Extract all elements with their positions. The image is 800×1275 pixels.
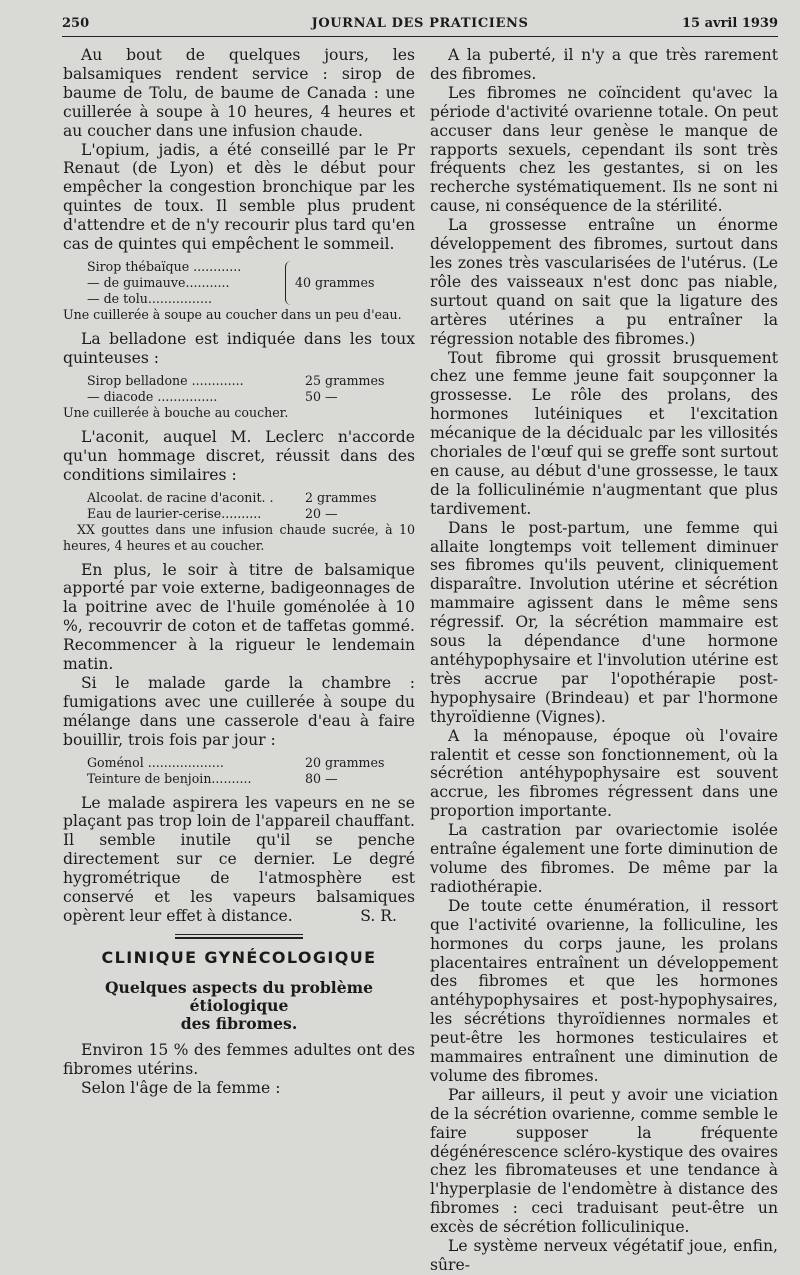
paragraph: Les fibromes ne coïncident qu'avec la période d'activité ovarienne totale. On peut accuser dans leur genèse le manque de rapports sexuels, cependant ils sont très fréquents chez les gestantes, si on les recherche systématiquement. Ils ne sont ni cause, ni conséquence de la stérilité. [430, 83, 778, 216]
prescription-aconit [63, 490, 415, 554]
paragraph: Selon l'âge de la femme : [81, 1079, 281, 1098]
formula-quantity: 40 grammes [295, 274, 375, 290]
section-separator [175, 934, 303, 939]
paragraph: La grossesse entraîne un énorme développement des fibromes, surtout dans les zones très vascularisées de l'utérus. (Le rôle des vaisseaux n'est donc pas niable, surtout quand on sait que la ligature des artères utérines a pu entraîner la régression notable des fibromes.) [430, 216, 778, 348]
formula-row: Sirop thébaïque ............ [87, 258, 242, 274]
paragraph: Par ailleurs, il peut y avoir une viciation de la sécrétion ovarienne, comme semble le faire supposer la fréquente dégénérescence scléro-kystique des ovaires chez les fibromateuses et une tendance à l'hyperplasie de l'endomètre à distance des fibromes : ceci traduisant peut-être un excès de sécrétion folliculinique. [430, 1085, 778, 1237]
paragraph: A la ménopause, époque où l'ovaire ralentit et cesse son fonctionnement, où la sécrétion antéhypophysaire est souvent accrue, les fibromes régressent dans une proportion importante. [430, 726, 778, 821]
formula-note: XX gouttes dans une infusion chaude sucrée, à 10 heures, 4 heures et au coucher. [63, 521, 415, 553]
section-title: CLINIQUE GYNÉCOLOGIQUE [101, 947, 377, 967]
paragraph: L'opium, jadis, a été conseillé par le Pr Renaut (de Lyon) et dès le début pour empêcher la congestion bronchique par les quintes de toux. Il semble plus prudent d'attendre et de n'y recourir plus tard qu'en cas de quintes qui empêchent le sommeil. [63, 140, 415, 254]
paragraph: Au bout de quelques jours, les balsamiques rendent service : sirop de baume de Tolu, de baume de Canada : une cuillerée à soupe à 10 heures, 4 heures et au coucher dans une infusion chaude. [63, 46, 415, 140]
paragraph: L'aconit, auquel M. Leclerc n'accorde qu'un hommage discret, réussit dans des conditions similaires : [63, 427, 415, 484]
paragraph: La castration par ovariectomie isolée entraîne également une forte diminution de volume des fibromes. De même par la radiothérapie. [430, 821, 778, 896]
paragraph: La belladone est indiquée dans les toux quinteuses : [63, 329, 415, 367]
author-signature: S. R. [360, 907, 397, 925]
formula-note: Une cuillerée à bouche au coucher. [63, 404, 289, 420]
paragraph: Le système nerveux végétatif joue, enfin, sûre- [430, 1237, 778, 1274]
formula-row: Sirop belladone ............. 25 grammes [87, 372, 385, 388]
prescription-opium [63, 259, 415, 323]
formula-note: Une cuillerée à soupe au coucher dans un peu d'eau. [63, 306, 402, 322]
prescription-fumigation [63, 755, 415, 787]
right-column [430, 46, 778, 1275]
formula-brace-group [63, 259, 415, 307]
formula-row: Goménol ................... 20 grammes [87, 754, 385, 770]
paragraph: Environ 15 % des femmes adultes ont des fibromes utérins. [63, 1041, 415, 1079]
journal-title: JOURNAL DES PRATICIENS [311, 16, 529, 31]
formula-row: — de guimauve........... [87, 274, 230, 290]
formula-row: — diacode ............... 50 — [87, 388, 338, 404]
paragraph: Dans le post-partum, une femme qui allaite longtemps voit tellement diminuer ses fibromes qu'ils peuvent, cliniquement disparaître. Involution utérine et sécrétion mammaire agissent dans le même sens régressif. Or, la sécrétion mammaire est sous la dépendance d'une hormone antéhypophysaire et l'involution utérine est très accrue par l'opothérapie post-hypophysaire (Brindeau) et par l'hormone thyroïdienne (Vignes). [430, 518, 778, 726]
issue-date: 15 avril 1939 [681, 16, 778, 31]
running-header [62, 14, 778, 37]
paragraph: Tout fibrome qui grossit brusquement chez une femme jeune fait soupçonner la grossesse. Le rôle des prolans, des hormones lutéiniques et l'excitation mécanique de la décidualc par les villosités choriales de l'œuf qui se greffe sont surtout en cause, au début d'une grossesse, le taux de la folliculinémie n'augmentant que plus tardivement. [430, 348, 778, 518]
paragraph: En plus, le soir à titre de balsamique apporté par voie externe, badigeonnages de la poitrine avec de l'huile goménolée à 10 %, recouvrir de coton et de taffetas gommé. Recommencer à la rigueur le lendemain matin. [63, 560, 415, 674]
formula-row: — de tolu................ [87, 290, 212, 306]
formula-row: Teinture de benjoin.......... 80 — [87, 770, 338, 786]
paragraph: Le malade aspirera les vapeurs en ne se plaçant pas trop loin de l'appareil chauffant. Il semble inutile qu'il se penche directement sur ce dernier. Le degré hygrométrique de l'atmosphère est conservé et les vapeurs balsamiques opèrent leur effet à distance. S. R. [63, 793, 415, 925]
paragraph: Si le malade garde la chambre : fumigations avec une cuillerée à soupe du mélange dans une casserole d'eau à faire bouillir, trois fois par jour : [63, 673, 415, 749]
paragraph: De toute cette énumération, il ressort que l'activité ovarienne, la folliculine, les hormones du corps jaune, les prolans placentaires entraînent un développement des fibromes et que les hormones antéhypophysaires et post-hypophysaires, les sécrétions thyroïdiennes normales et peut-être les hormones testiculaires et mammaires entraînent une diminution de volume des fibromes. [430, 896, 778, 1085]
brace-mark [285, 261, 292, 305]
formula-row: Alcoolat. de racine d'aconit. . 2 grammes [87, 489, 377, 505]
article-title: Quelques aspects du problème étiologique des fibromes. [104, 978, 374, 1034]
paragraph: A la puberté, il n'y a que très rarement des fibromes. [430, 46, 778, 83]
formula-row: Eau de laurier-cerise.......... 20 — [87, 505, 338, 521]
prescription-belladone [63, 373, 415, 421]
left-column [63, 46, 415, 1098]
page-number: 250 [62, 16, 90, 31]
